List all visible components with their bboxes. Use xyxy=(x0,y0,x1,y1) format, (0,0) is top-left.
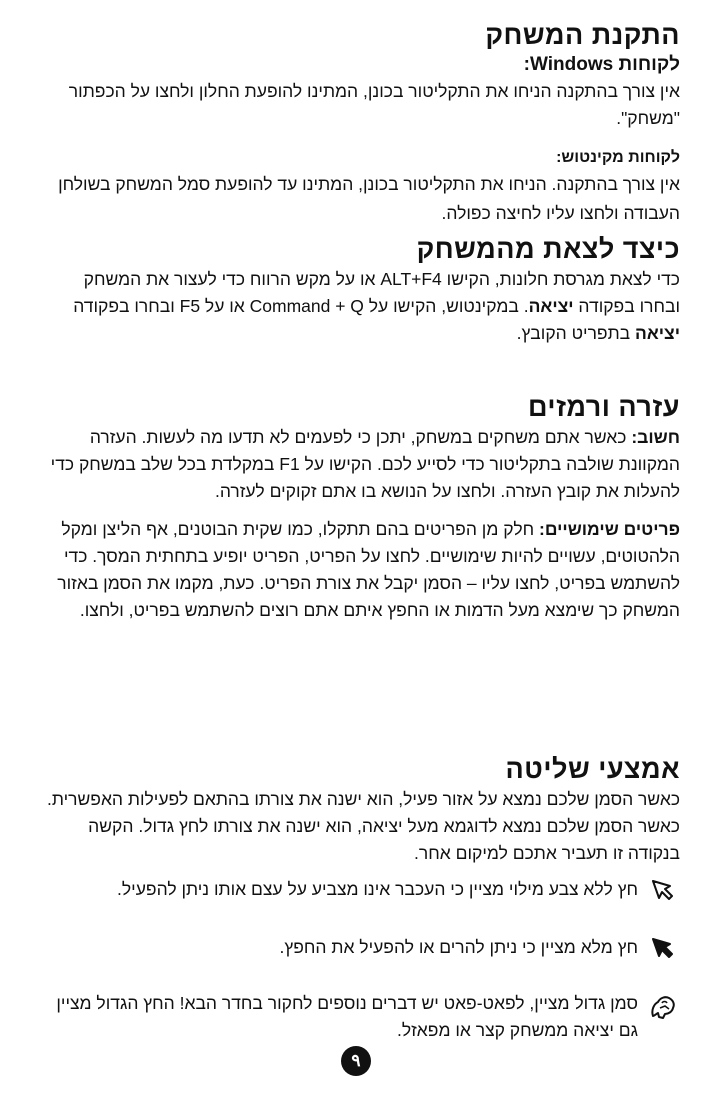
controls-text: כאשר הסמן שלכם נמצא על אזור פעיל, הוא ישנה את צורתו בהתאם לפעילות האפשרית. כאשר הסמן שלכם נמצא לדוגמא מעל יציאה, הוא ישנה את צורתו לחץ גדול. הקשה בנקודה זו תעביר אתכם למיקום אחר. xyxy=(47,789,680,863)
mac-section xyxy=(40,146,680,228)
windows-text: אין צורך בהתקנה הניחו את התקליטור בכונן, המתינו להופעת החלון ולחצו על הכפתור "משחק". xyxy=(68,81,680,128)
help-important-label: חשוב: xyxy=(631,427,680,447)
windows-heading: לקוחות Windows: xyxy=(523,54,680,75)
mac-heading: לקוחות מקינטוש: xyxy=(556,149,680,166)
exit-text-3: בתפריט הקובץ. xyxy=(516,323,636,343)
list-item xyxy=(40,934,680,966)
exit-section xyxy=(40,232,680,347)
filled-arrow-cursor-icon xyxy=(646,934,680,966)
character-cursor-icon xyxy=(646,990,680,1022)
cursor-text-large: סמן גדול מציין, לפאט-פאט יש דברים נוספים לחקור בחדר הבא! החץ הגדול מציין גם יציאה ממשחק קצר או מפאזל. xyxy=(56,993,638,1040)
cursor-text-filled: חץ מלא מציין כי ניתן להרים או להפעיל את החפץ. xyxy=(279,937,638,957)
empty-arrow-cursor-icon xyxy=(646,876,680,908)
help-section xyxy=(40,390,680,505)
exit-text xyxy=(40,266,680,347)
install-title: התקנת המשחק xyxy=(485,20,680,50)
controls-section xyxy=(40,752,680,867)
cursor-text-empty: חץ ללא צבע מילוי מציין כי העכבר אינו מצביע על עצם אותו ניתן להפעיל. xyxy=(117,879,638,899)
exit-bold-1: יציאה xyxy=(528,296,574,316)
help-items xyxy=(40,516,680,624)
exit-bold-2: יציאה xyxy=(635,323,680,343)
help-items-text: חלק מן הפריטים בהם תתקלו, כמו שקית הבוטנים, אף הליצן ומקל הלהטוטים, עשויים להיות שימושיים. לחצו על הפריט, הפריט יופיע בתחתית המסך. כדי להשתמש בפריט, לחצו עליו – הסמן יקבל את צורת הפריט. כעת, מקמו את הסמן באזור המשחק כך שימצא מעל הדמות או החפץ איתם אתם רוצים להשתמש בפריט, ולחצו. xyxy=(57,519,680,620)
help-items-label: פריטים שימושיים: xyxy=(539,519,680,539)
install-section xyxy=(40,18,680,132)
mac-text: אין צורך בהתקנה. הניחו את התקליטור בכונן, המתינו עד להופעת סמל המשחק בשולחן העבודה ולחצו עליו לחיצה כפולה. xyxy=(58,174,680,223)
help-important xyxy=(40,424,680,505)
exit-text-2: . במקינטוש, הקישו על Command + Q או על F5 ובחרו בפקודה xyxy=(73,296,529,316)
help-title: עזרה ורמזים xyxy=(528,392,680,422)
page-number: ٩ xyxy=(341,1046,371,1076)
list-item xyxy=(40,990,680,1044)
exit-title: כיצד לצאת מהמשחק xyxy=(416,234,680,264)
useful-items-section xyxy=(40,516,680,624)
list-item xyxy=(40,876,680,908)
exit-text-1: כדי לצאת מגרסת חלונות, הקישו ALT+F4 או על מקש הרווח כדי לעצור את המשחק ובחרו בפקודה xyxy=(83,269,680,316)
help-important-text: כאשר אתם משחקים במשחק, יתכן כי לפעמים לא תדעו מה לעשות. העזרה המקוונת שולבה בתקליטור כדי לסייע לכם. הקישו על F1 במקלדת בכל שלב במשחק כדי להעלות את קובץ העזרה. ולחצו על הנושא בו אתם זקוקים לעזרה. xyxy=(50,427,680,501)
cursor-list xyxy=(40,876,680,1044)
controls-title: אמצעי שליטה xyxy=(505,754,680,784)
